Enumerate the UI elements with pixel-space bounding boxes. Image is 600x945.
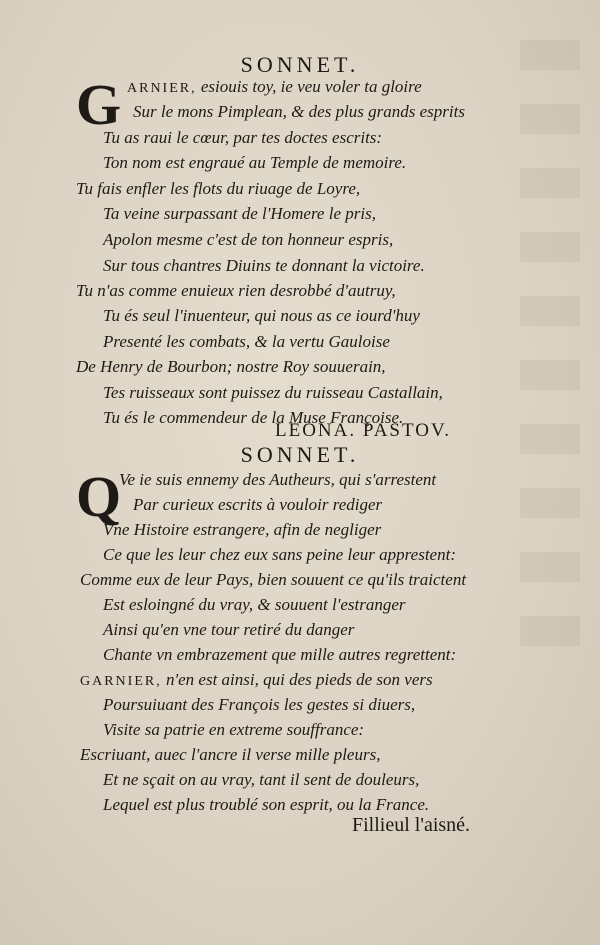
sonnet1-line-2: Sur le mons Pimplean, & des plus grands esprits <box>133 102 465 121</box>
sonnet2-line-8: Chante vn embrazement que mille autres regrettent: <box>103 645 457 664</box>
sonnet2-line-9 <box>80 671 433 689</box>
sonnet1-line-10: Tu és seul l'inuenteur, qui nous as ce iourd'huy <box>103 306 420 325</box>
sonnet2-line-1: Ve ie suis ennemy des Autheurs, qui s'arrestent <box>119 470 437 489</box>
sonnet1-line-13: Tes ruisseaux sont puissez du ruisseau Castallain, <box>103 383 443 402</box>
sonnet1-line-7: Apolon mesme c'est de ton honneur espris, <box>103 230 394 249</box>
sonnet1-line-12: De Henry de Bourbon; nostre Roy souuerain, <box>76 357 386 376</box>
sonnet1-first-word: ARNIER, <box>127 81 197 96</box>
sonnet2-line-10: Poursuiuant des François les gestes si diuers, <box>103 695 416 714</box>
sonnet1-line-3: Tu as raui le cœur, par tes doctes escrits: <box>103 128 383 147</box>
sonnet2-title: SONNET. <box>240 442 360 467</box>
sonnet2-line-5: Comme eux de leur Pays, bien souuent ce qu'ils traictent <box>80 570 467 589</box>
sonnet2-line-2: Par curieux escrits à vouloir rediger <box>133 495 383 514</box>
sonnet2-line-6: Est esloingné du vray, & souuent l'estranger <box>103 595 406 614</box>
sonnet2-line-3: Vne Histoire estrangere, afin de negliger <box>103 520 382 539</box>
sonnet1-line-14: Tu és le commendeur de la Muse Françoise. <box>103 408 404 427</box>
sonnet1-line-11: Presenté les combats, & la vertu Gauloise <box>103 332 390 351</box>
sonnet1-line-5: Tu fais enfler les flots du riuage de Loyre, <box>76 179 361 198</box>
sonnet1-line-1 <box>127 78 422 96</box>
sonnet2-line-12: Escriuant, auec l'ancre il verse mille pleurs, <box>80 745 381 764</box>
sonnet2-line-13: Et ne sçait on au vray, tant il sent de douleurs, <box>103 770 420 789</box>
sonnet2-line-4: Ce que les leur chez eux sans peine leur apprestent: <box>103 545 456 564</box>
sonnet2-garnier: GARNIER, <box>80 674 162 689</box>
sonnet1-title: SONNET. <box>240 52 360 77</box>
sonnet2-line-7: Ainsi qu'en vne tour retiré du danger <box>103 620 355 639</box>
sonnet2-signature: Fillieul l'aisné. <box>352 814 471 836</box>
sonnet1-line-9: Tu n'as comme enuieux rien desrobbé d'autruy, <box>76 281 396 300</box>
sonnet2-dropcap: Q <box>76 464 122 529</box>
sonnet1-signature: LEONA. PASTOV. <box>275 420 451 441</box>
show-through-shadow <box>520 40 580 680</box>
sonnet2-line-11: Visite sa patrie en extreme souffrance: <box>103 720 365 739</box>
sonnet2-line-14: Lequel est plus troublé son esprit, ou la France. <box>103 795 430 814</box>
sonnet1-line-6: Ta veine surpassant de l'Homere le pris, <box>103 204 376 223</box>
sonnet2-line-9-text: n'en est ainsi, qui des pieds de son vers <box>165 670 433 689</box>
sonnet1-dropcap: G <box>76 72 122 137</box>
sonnet1-line-4: Ton nom est engraué au Temple de memoire. <box>103 153 407 172</box>
sonnet1-line-8: Sur tous chantres Diuins te donnant la victoire. <box>103 256 425 275</box>
sonnet1-line-1-text: esiouis toy, ie veu voler ta gloire <box>200 77 422 96</box>
